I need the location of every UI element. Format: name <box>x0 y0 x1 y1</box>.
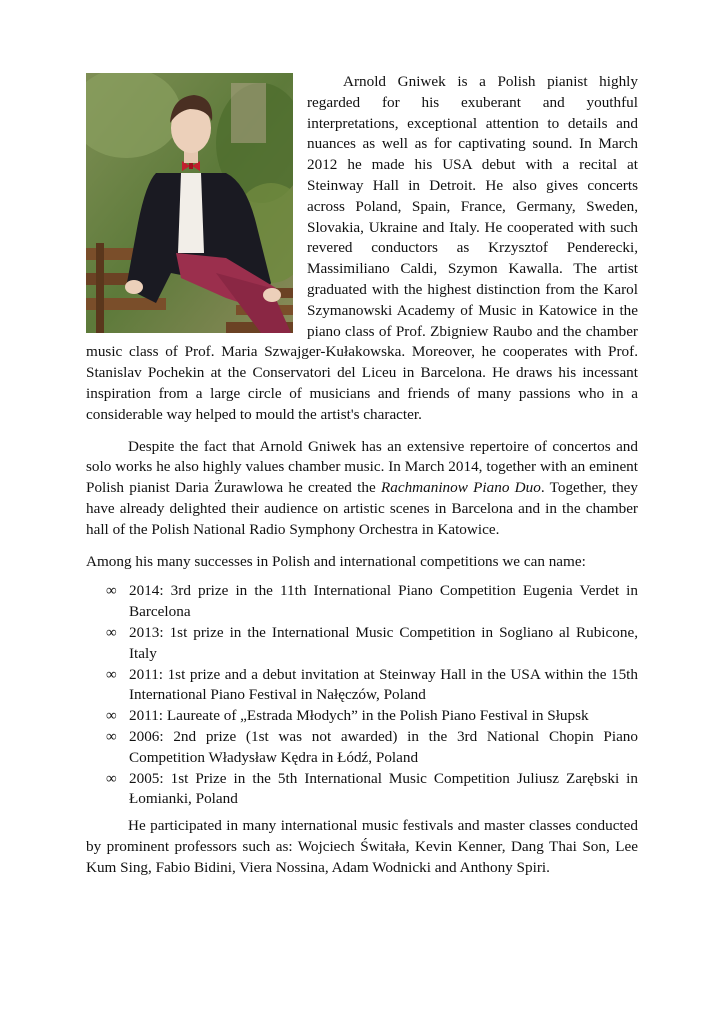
award-item <box>106 623 638 665</box>
award-item <box>106 727 638 769</box>
award-text: 2011: Laureate of „Estrada Młodych” in the Polish Piano Festival in Słupsk <box>129 707 589 725</box>
award-item <box>106 665 638 707</box>
bio-paragraph-2-text-b: . Together, they have already delighted their audience on artistic scenes in Barcelona and in the chamber hall of the Polish National Radio Symphony Orchestra in Katowice. <box>86 479 638 538</box>
award-text: 2011: 1st prize and a debut invitation at Steinway Hall in the USA within the 15th International Piano Festival in Nałęczów, Poland <box>129 665 638 704</box>
award-text: 2014: 3rd prize in the 11th International Piano Competition Eugenia Verdet in Barcelona <box>129 582 638 621</box>
bio-paragraph-2 <box>86 437 638 541</box>
award-text: 2013: 1st prize in the International Music Competition in Sogliano al Rubicone, Italy <box>129 623 638 662</box>
infinity-bullet-icon: ∞ <box>106 770 117 787</box>
award-text: 2005: 1st Prize in the 5th International Music Competition Juliusz Zarębski in Łomianki, Poland <box>129 769 638 808</box>
bio-paragraph-2-text-a: Despite the fact that Arnold Gniwek has an extensive repertoire of concertos and solo works he also highly values chamber music. In March 2014, together with an eminent Polish pianist Daria Żurawlowa he created the <box>86 437 638 497</box>
bio-paragraph-4: He participated in many international music festivals and master classes conducted by prominent professors such as: Wojciech Świtała, Kevin Kenner, Dang Thai Son, Lee Kum Sing, Fabio Bidini, Viera Nossina, Adam Wodnicki and Anthony Spiri. <box>86 817 638 876</box>
pianist-photo-image <box>86 73 293 333</box>
infinity-bullet-icon: ∞ <box>106 708 117 725</box>
award-item <box>106 581 638 623</box>
infinity-bullet-icon: ∞ <box>106 583 117 600</box>
infinity-bullet-icon: ∞ <box>106 728 117 745</box>
bio-paragraph-1: Arnold Gniwek is a Polish pianist highly regarded for his exuberant and youthful interpretations, exceptional attention to details and nuances as well as for captivating sound. In March 2012 he made his USA debut with a recital at Steinway Hall in Detroit. He also gives concerts across Poland, Spain, France, Germany, Sweden, Slovakia, Ukraine and Italy. He cooperated with such revered conductors as Krzysztof Penderecki, Massimiliano Caldi, Szymon Kawalla. The artist graduated with the highest distinction from the Karol Szymanowski Academy of Music in Katowice in the piano class of Prof. Zbigniew Raubo and the chamber music class of Prof. Maria Szwajger-Kułakowska. Moreover, he cooperates with Prof. Stanislav Pochekin at the Conservatori del Liceu in Barcelona. He draws his incessant inspiration from a large circle of musicians and friends of many passions who in a considerable way helped to mould the artist's character. <box>86 73 638 423</box>
award-item <box>106 706 638 727</box>
pianist-photo <box>86 73 293 333</box>
duo-name: Rachmaninow Piano Duo <box>380 479 541 497</box>
competitions-intro: Among his many successes in Polish and international competitions we can name: <box>86 552 586 570</box>
infinity-bullet-icon: ∞ <box>106 666 117 683</box>
infinity-bullet-icon: ∞ <box>106 624 117 641</box>
award-text: 2006: 2nd prize (1st was not awarded) in the 3rd National Chopin Piano Competition Władysław Kędra in Łódź, Poland <box>129 727 638 766</box>
award-item <box>106 769 638 811</box>
awards-list <box>86 581 638 810</box>
